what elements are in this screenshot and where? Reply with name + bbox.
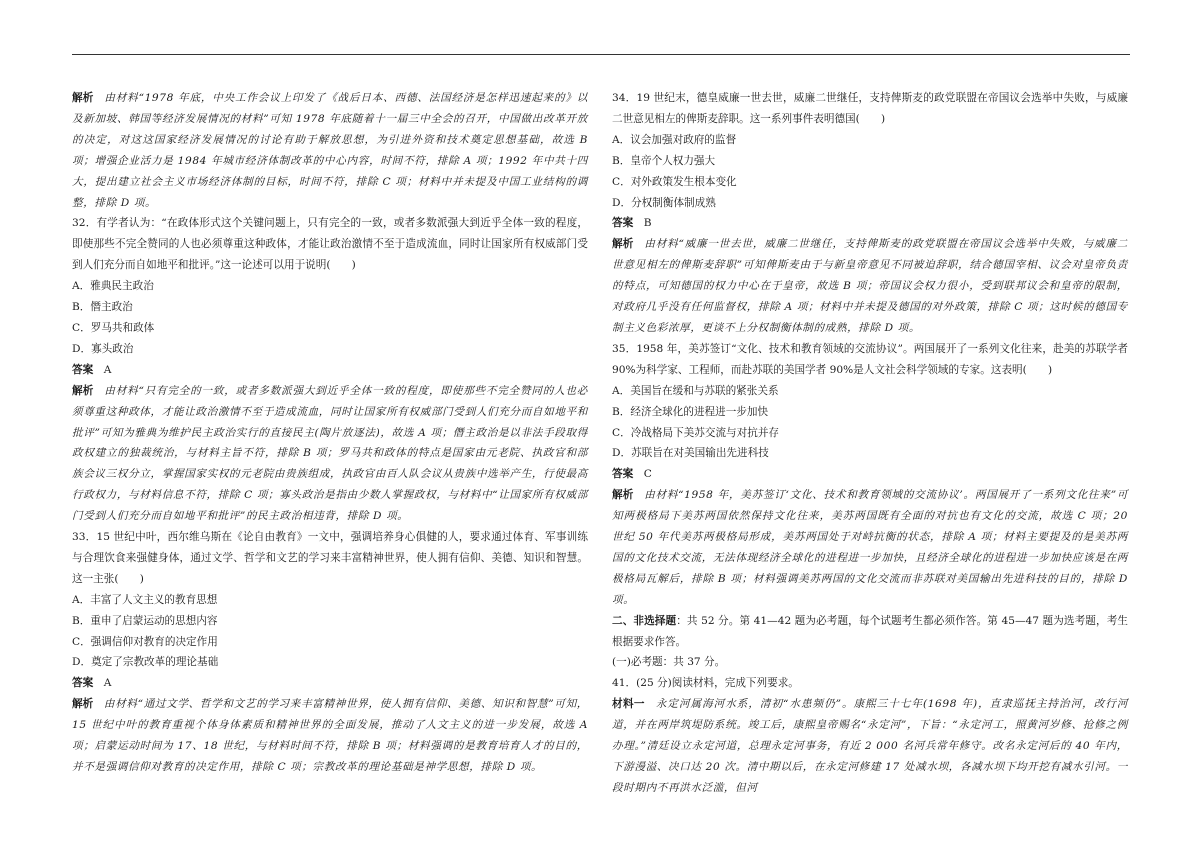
question-34-stem: 34．19 世纪末，德皇威廉一世去世，威廉二世继任，支持俾斯麦的政党联盟在帝国议会选举中失败，与威廉二世意见相左的俾斯麦辞职。这一系列事件表明德国( ) <box>612 92 1128 125</box>
q41-material-1 <box>612 694 1128 799</box>
right-column <box>612 88 1128 799</box>
q32-answer <box>72 360 588 381</box>
q35-option-c: C．冷战格局下美苏交流与对抗并存 <box>612 426 780 439</box>
q32-option-a: A．雅典民主政治 <box>72 280 154 293</box>
q34-option-c: C．对外政策发生根本变化 <box>612 175 737 188</box>
q32-option-d: D．寡头政治 <box>72 342 134 355</box>
q34-option-a: A．议会加强对政府的监督 <box>612 133 737 146</box>
answer-tag: 答案 <box>72 677 94 690</box>
q34-analysis <box>612 234 1128 339</box>
q33-option-c: C．强调信仰对教育的决定作用 <box>72 635 218 648</box>
material-text: 永定河属海河水系，清初“水患频仍”。康熙三十七年(1698 年)，直隶巡抚主持治河，改行河道，并在两岸筑堤防系统。竣工后，康熙皇帝赐名“永定河”，下旨：“永定河工，照黄河岁修、抢修之例办理。”清廷设立永定河道，总理永定河事务，有近 2 000 名河兵常年修守。改名永定河后的 40 年内，下游漫溢、决口达 20 次。清中期以后，在永定河修建 17 处减水坝，各减水坝下均开挖有减水引河。一段时期内不再洪水泛滥，但河 <box>612 698 1129 794</box>
analysis-tag: 解析 <box>72 384 94 397</box>
answer-value: B <box>643 217 652 230</box>
answer-value: A <box>103 677 112 690</box>
section-heading <box>612 611 1128 653</box>
header-rule <box>72 54 1130 55</box>
answer-value: C <box>643 468 652 481</box>
analysis-tag: 解析 <box>72 92 94 104</box>
material-tag: 材料一 <box>612 698 645 711</box>
q33-option-d: D．奠定了宗教改革的理论基础 <box>72 656 219 669</box>
q33-option-a: A．丰富了人文主义的教育思想 <box>72 593 218 606</box>
subsection-heading: (一)必考题：共 37 分。 <box>612 656 726 669</box>
question-33-stem: 33．15 世纪中叶，西尔维乌斯在《论自由教育》一文中，强调培养身心俱健的人，要求通过体育、军事训练与合理饮食来强健身体，通过文学、哲学和文艺的学习来丰富精神世界，使人拥有信仰、美德、知识和智慧。这一主张( ) <box>72 531 588 585</box>
answer-tag: 答案 <box>72 363 94 376</box>
analysis-tag: 解析 <box>612 489 634 502</box>
section-title: 二、非选择题 <box>612 614 677 627</box>
analysis-31 <box>72 88 588 213</box>
q35-option-d: D．苏联旨在对美国输出先进科技 <box>612 447 769 460</box>
q34-option-d: D．分权制衡体制成熟 <box>612 196 716 209</box>
analysis-text: 由材料“只有完全的一致，或者多数派强大到近乎全体一致的程度，即使那些不完全赞同的人也必须尊重这种政体，才能让政治激情不至于造成流血，同时让国家所有权威部门受到人们充分而自如地平和批评”可知为雅典为维护民主政治实行的直接民主(陶片放逐法)，故选 A 项；僭主政治是以非法手段取得政权建立的独裁统治，与材料主旨不符，排除 B 项；罗马共和政体的特点是国家由元老院、执政官和部族会议三权分立，掌握国家实权的元老院由贵族组成，执政官由百人队会议从贵族中选举产生，行使最高行政权力，与材料信息不符，排除 C 项；寡头政治是指由少数人掌握政权，与材料中“让国家所有权威部门受到人们充分而自如地平和批评”的民主政治相违背，排除 D 项。 <box>72 384 589 523</box>
analysis-text: 由材料“1958 年，美苏签订‘文化、技术和教育领域的交流协议’。两国展开了一系列文化往来”可知两极格局下美苏两国依然保持文化往来，美苏两国既有全面的对抗也有文化的交流，故选 C 项；20 世纪 50 年代美苏两极格局形成，美苏两国处于对峙抗衡的状态，排除 A 项；材料主要提及的是美苏两国的文化技术交流，无法体现经济全球化的进程进一步加快，且经济全球化的进程进一步加快应该是在两极格局瓦解后，排除 B 项；材料强调美苏两国的文化交流而非苏联对美国输出先进科技的目的，排除 D 项。 <box>612 489 1129 606</box>
q34-option-b: B．皇帝个人权力强大 <box>612 154 716 167</box>
question-35-stem: 35．1958 年，美苏签订“文化、技术和教育领域的交流协议”。两国展开了一系列文化往来，赴美的苏联学者 90%为科学家、工程师，而赴苏联的美国学者 90%是人文社会科学领域的专家。这表明( ) <box>612 342 1128 376</box>
section-instructions: ：共 52 分。第 41—42 题为必考题，每个试题考生都必须作答。第 45—47 题为选考题，考生根据要求作答。 <box>612 614 1129 648</box>
q32-option-b: B．僭主政治 <box>72 301 133 314</box>
q33-option-b: B．重申了启蒙运动的思想内容 <box>72 614 218 627</box>
question-41-stem: 41．(25 分)阅读材料，完成下列要求。 <box>612 677 799 690</box>
q35-analysis <box>612 485 1128 610</box>
answer-tag: 答案 <box>612 217 634 230</box>
question-32-stem: 32．有学者认为：“在政体形式这个关键问题上，只有完全的一致，或者多数派强大到近乎全体一致的程度，即使那些不完全赞同的人也必须尊重这种政体，才能让政治激情不至于造成流血，同时让国家所有权威部门受到人们充分而自如地平和批评。”这一论述可以用于说明( ) <box>72 217 588 272</box>
analysis-text: 由材料“威廉一世去世，威廉二世继任，支持俾斯麦的政党联盟在帝国议会选举中失败，与威廉二世意见相左的俾斯麦辞职”可知俾斯麦由于与新皇帝意见不同被迫辞职，结合德国宰相、议会对皇帝负责的特点，可知德国的权力中心在于皇帝，故选 B 项；帝国议会权力很小，受到联邦议会和皇帝的限制，对政府几乎没有任何监督权，排除 A 项；材料中并未提及德国的对外政策，排除 C 项；这时候的德国专制主义色彩浓厚，更谈不上分权制衡体制的成熟，排除 D 项。 <box>612 238 1129 334</box>
answer-value: A <box>103 363 112 376</box>
q33-analysis <box>72 694 588 778</box>
q32-analysis <box>72 381 588 527</box>
analysis-tag: 解析 <box>72 698 94 711</box>
q35-option-a: A．美国旨在缓和与苏联的紧张关系 <box>612 384 779 397</box>
analysis-text: 由材料“通过文学、哲学和文艺的学习来丰富精神世界，使人拥有信仰、美德、知识和智慧”可知，15 世纪中叶的教育重视个体身体素质和精神世界的全面发展，推动了人文主义的进一步发展，故选 A 项；启蒙运动时间为 17、18 世纪，与材料时间不符，排除 B 项；材料强调的是教育培育人才的目的，并不是强调信仰对教育的决定作用，排除 C 项；宗教改革的理论基础是神学思想，排除 D 项。 <box>72 698 589 773</box>
q35-option-b: B．经济全球化的进程进一步加快 <box>612 405 769 418</box>
analysis-text: 由材料“1978 年底，中央工作会议上印发了《战后日本、西德、法国经济是怎样迅速起来的》以及新加坡、韩国等经济发展情况的材料”可知 1978 年底随着十一届三中全会的召开，中国做出改革开放的决定，对这这国家经济发展情况的讨论有助于解放思想，为引进外资和技术奠定思想基础，故选 B 项；增强企业活力是 1984 年城市经济体制改革的中心内容，时间不符，排除 A 项；1992 年中共十四大，提出建立社会主义市场经济体制的目标，时间不符，排除 C 项；材料中并未提及中国工业结构的调整，排除 D 项。 <box>72 92 589 209</box>
q34-answer <box>612 213 1128 234</box>
q32-option-c: C．罗马共和政体 <box>72 321 155 334</box>
left-column <box>72 88 588 778</box>
q33-answer <box>72 673 588 694</box>
analysis-tag: 解析 <box>612 238 634 251</box>
q35-answer <box>612 464 1128 485</box>
answer-tag: 答案 <box>612 468 634 481</box>
